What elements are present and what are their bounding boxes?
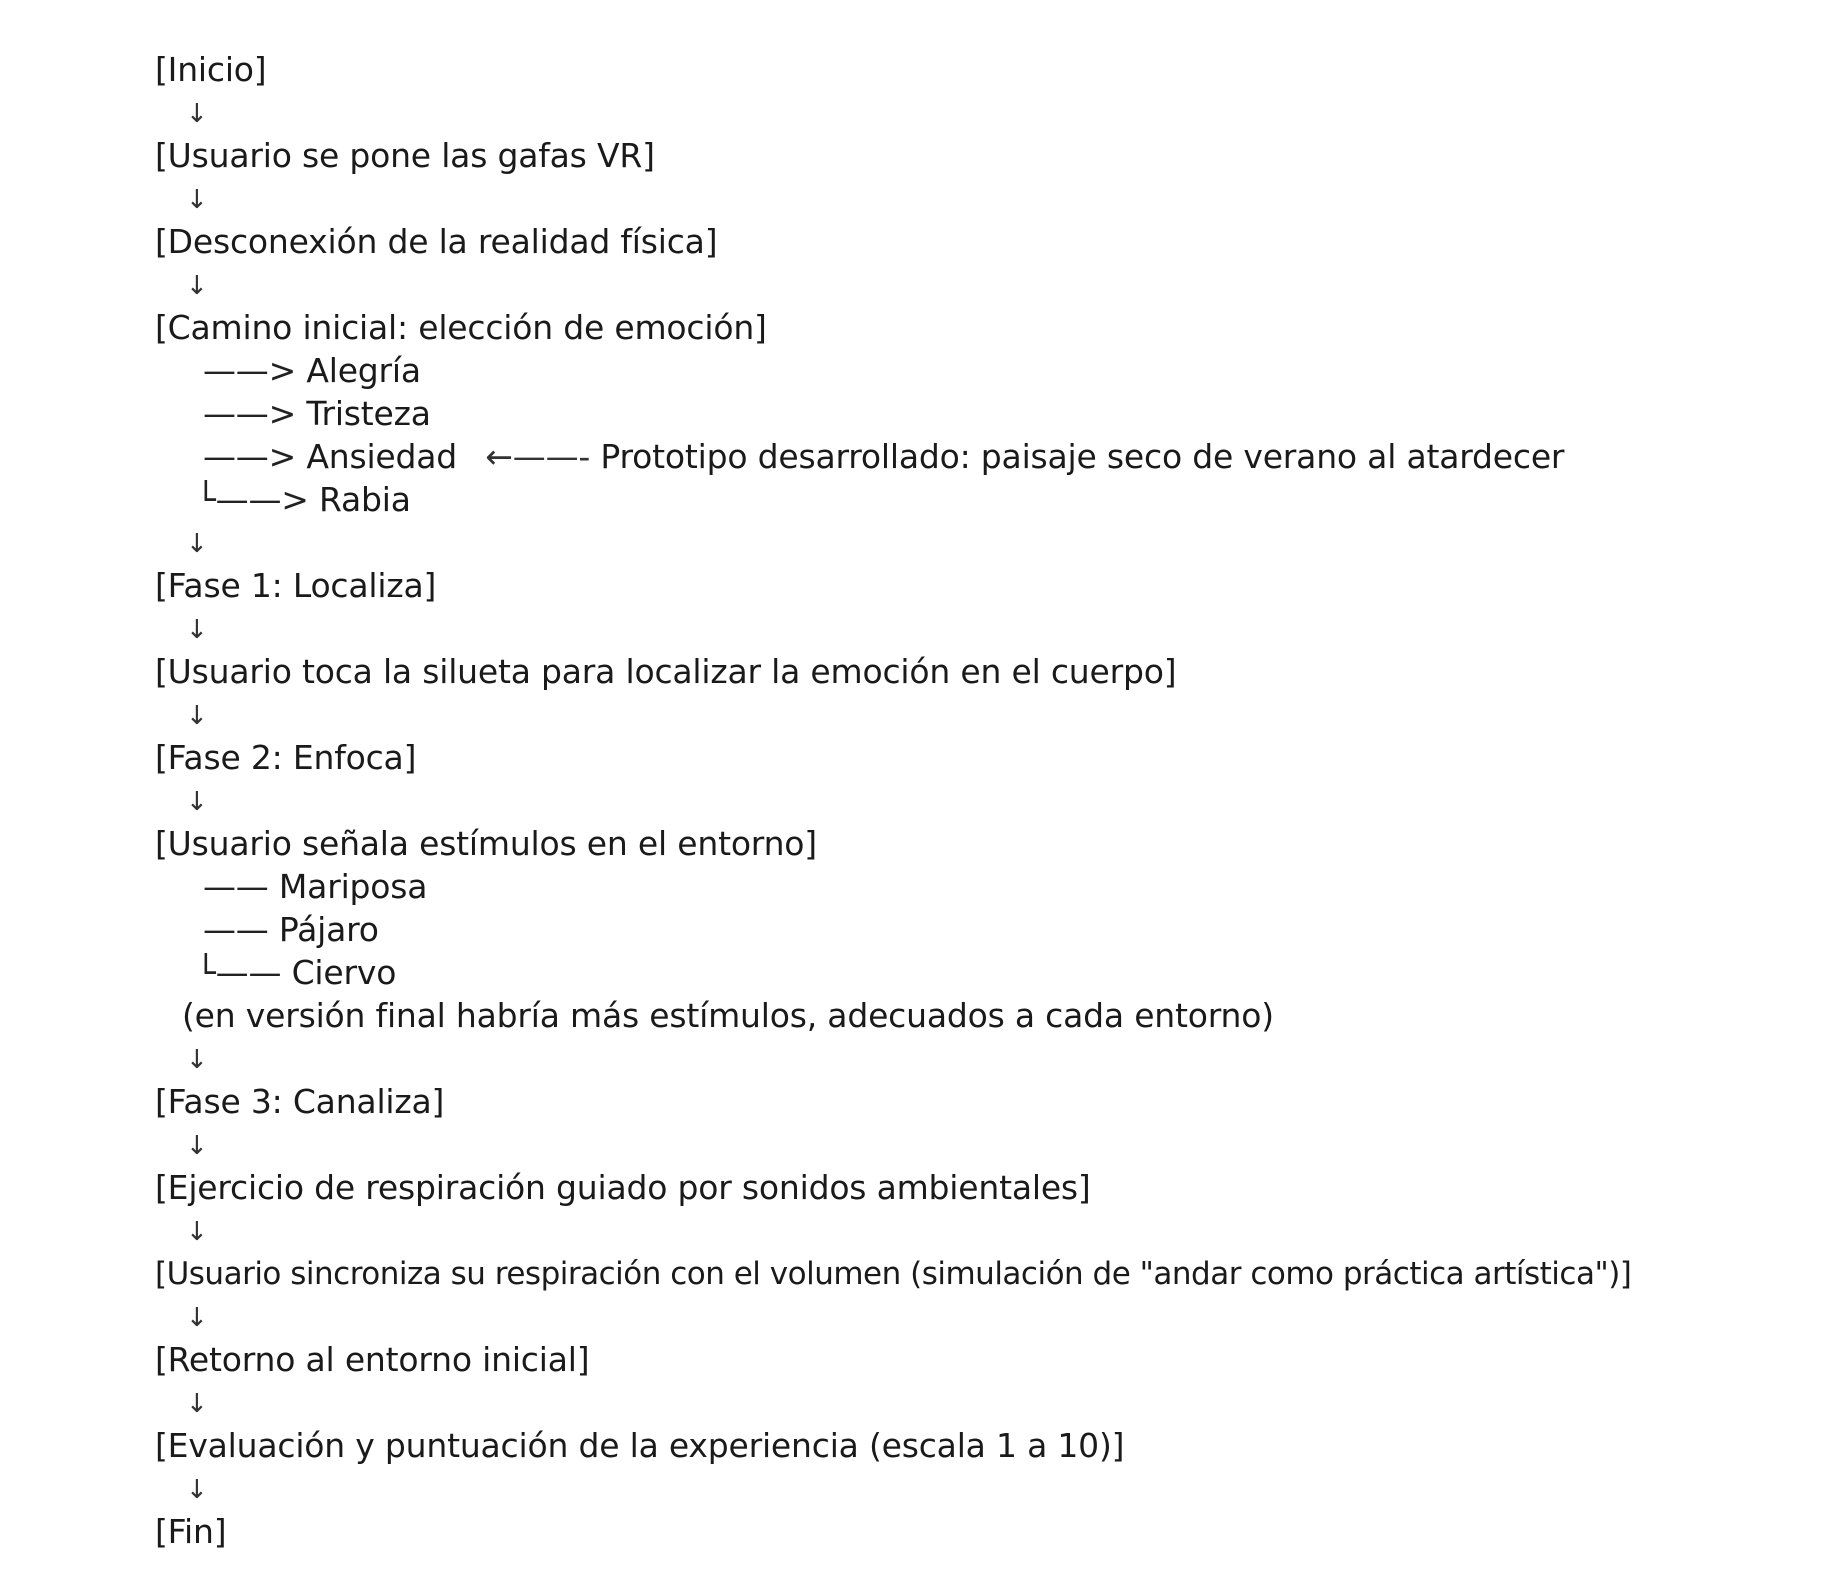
emotion-branch-rabia xyxy=(196,480,411,520)
step-sincroniza: [Usuario sincroniza su respiración con el volumen (simulación de "andar como práctica artística")] xyxy=(155,1256,1632,1292)
down-arrow-icon: ↓ xyxy=(186,1045,208,1075)
left-arrow-icon: ←——- xyxy=(485,437,591,476)
down-arrow-icon: ↓ xyxy=(186,701,208,731)
branch-connector-icon: └——> xyxy=(196,480,309,519)
emotion-branch-alegria xyxy=(203,351,421,391)
emotion-label: Rabia xyxy=(319,480,411,519)
step-gafas: [Usuario se pone las gafas VR] xyxy=(155,136,655,175)
stimulus-branch-pajaro xyxy=(203,910,379,950)
step-fin: [Fin] xyxy=(155,1512,227,1551)
branch-connector-icon: └—— xyxy=(196,953,282,992)
branch-connector-icon: —— xyxy=(203,910,269,949)
step-respiracion: [Ejercicio de respiración guiado por sonidos ambientales] xyxy=(155,1168,1091,1207)
step-fase-3: [Fase 3: Canaliza] xyxy=(155,1082,445,1121)
branch-connector-icon: ——> xyxy=(203,437,297,476)
emotion-label: Tristeza xyxy=(306,394,431,433)
stimulus-label: Ciervo xyxy=(291,953,397,992)
down-arrow-icon: ↓ xyxy=(186,1389,208,1419)
step-evaluacion: [Evaluación y puntuación de la experiencia (escala 1 a 10)] xyxy=(155,1426,1125,1465)
step-fase-2: [Fase 2: Enfoca] xyxy=(155,738,417,777)
down-arrow-icon: ↓ xyxy=(186,1475,208,1505)
step-inicio: [Inicio] xyxy=(155,50,267,89)
down-arrow-icon: ↓ xyxy=(186,529,208,559)
branch-connector-icon: ——> xyxy=(203,394,297,433)
stimulus-branch-ciervo xyxy=(196,953,396,993)
emotion-branch-ansiedad xyxy=(203,437,1564,477)
step-desconexion: [Desconexión de la realidad física] xyxy=(155,222,718,261)
stimulus-label: Pájaro xyxy=(278,910,379,949)
emotion-branch-tristeza xyxy=(203,394,431,434)
emotion-label: Ansiedad xyxy=(306,437,458,476)
step-estimulos: [Usuario señala estímulos en el entorno] xyxy=(155,824,817,863)
branch-connector-icon: ——> xyxy=(203,351,297,390)
down-arrow-icon: ↓ xyxy=(186,99,208,129)
stimulus-label: Mariposa xyxy=(278,867,428,906)
down-arrow-icon: ↓ xyxy=(186,787,208,817)
prototype-note: Prototipo desarrollado: paisaje seco de verano al atardecer xyxy=(600,437,1565,476)
down-arrow-icon: ↓ xyxy=(186,1303,208,1333)
step-camino-inicial: [Camino inicial: elección de emoción] xyxy=(155,308,767,347)
step-retorno: [Retorno al entorno inicial] xyxy=(155,1340,590,1379)
branch-connector-icon: —— xyxy=(203,867,269,906)
stimuli-note: (en versión final habría más estímulos, adecuados a cada entorno) xyxy=(182,996,1274,1035)
down-arrow-icon: ↓ xyxy=(186,1131,208,1161)
step-silueta: [Usuario toca la silueta para localizar la emoción en el cuerpo] xyxy=(155,652,1177,691)
down-arrow-icon: ↓ xyxy=(186,271,208,301)
emotion-label: Alegría xyxy=(306,351,421,390)
down-arrow-icon: ↓ xyxy=(186,615,208,645)
down-arrow-icon: ↓ xyxy=(186,1217,208,1247)
step-fase-1: [Fase 1: Localiza] xyxy=(155,566,437,605)
down-arrow-icon: ↓ xyxy=(186,185,208,215)
stimulus-branch-mariposa xyxy=(203,867,427,907)
